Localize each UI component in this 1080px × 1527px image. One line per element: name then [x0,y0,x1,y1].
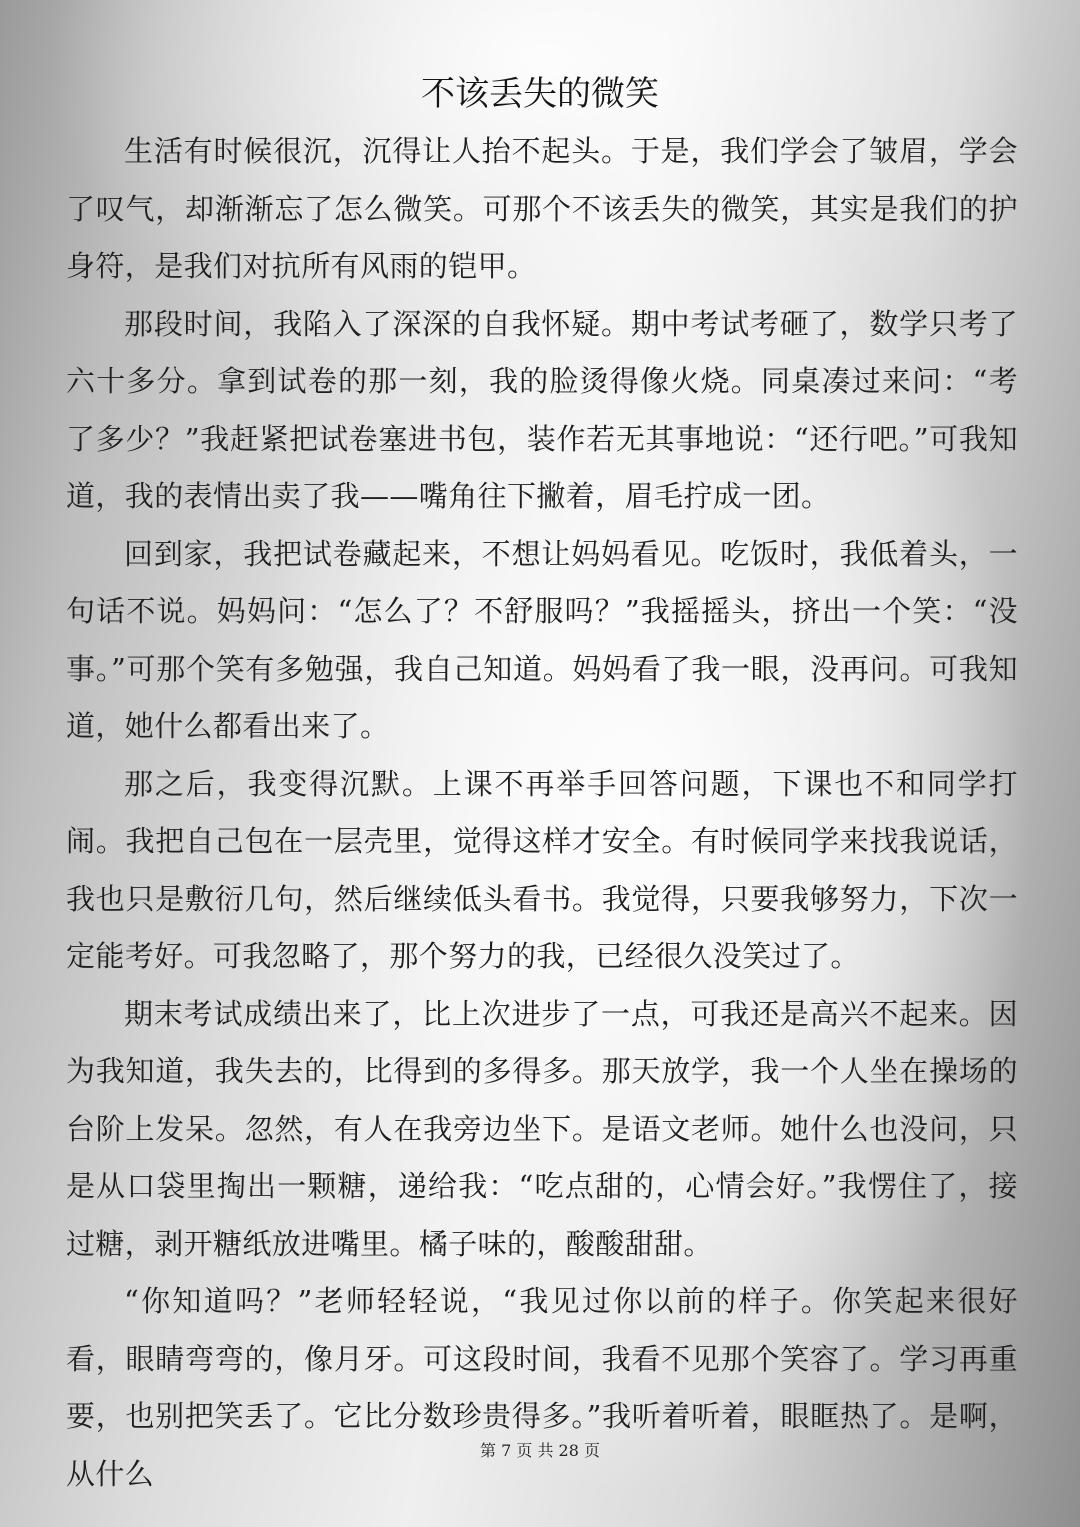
paragraph-2: 那段时间，我陷入了深深的自我怀疑。期中考试考砸了，数学只考了六十多分。拿到试卷的那一刻，我的脸烫得像火烧。同桌凑过来问：“考了多少？”我赶紧把试卷塞进书包，装作若无其事地说：“还行吧。”可我知道，我的表情出卖了我——嘴角往下撇着，眉毛拧成一团。 [66,306,1018,513]
paragraph-1: 生活有时候很沉，沉得让人抬不起头。于是，我们学会了皱眉，学会了叹气，却渐渐忘了怎么微笑。可那个不该丢失的微笑，其实是我们的护身符，是我们对抗所有风雨的铠甲。 [66,134,1018,283]
paragraph-5: 期末考试成绩出来了，比上次进步了一点，可我还是高兴不起来。因为我知道，我失去的，比得到的多得多。那天放学，我一个人坐在操场的台阶上发呆。忽然，有人在我旁边坐下。是语文老师。她什么也没问，只是从口袋里掏出一颗糖，递给我：“吃点甜的，心情会好。”我愣住了，接过糖，剥开糖纸放进嘴里。橘子味的，酸酸甜甜。 [66,996,1018,1261]
page-number-footer: 第 7 页 共 28 页 [480,1441,600,1460]
document-title: 不该丢失的微笑 [421,74,659,114]
paragraph-6: “你知道吗？”老师轻轻说，“我见过你以前的样子。你笑起来很好看，眼睛弯弯的，像月牙。可这段时间，我看不见那个笑容了。学习再重要，也别把笑丢了。它比分数珍贵得多。”我听着听着，眼眶热了。是啊，从什么 [66,1284,1018,1491]
paragraph-3: 回到家，我把试卷藏起来，不想让妈妈看见。吃饭时，我低着头，一句话不说。妈妈问：“怎么了？不舒服吗？”我摇摇头，挤出一个笑：“没事。”可那个笑有多勉强，我自己知道。妈妈看了我一眼，没再问。可我知道，她什么都看出来了。 [66,536,1018,743]
document-body [66,123,1018,1503]
paragraph-4: 那之后，我变得沉默。上课不再举手回答问题，下课也不和同学打闹。我把自己包在一层壳里，觉得这样才安全。有时候同学来找我说话，我也只是敷衍几句，然后继续低头看书。我觉得，只要我够努力，下次一定能考好。可我忽略了，那个努力的我，已经很久没笑过了。 [66,766,1018,973]
